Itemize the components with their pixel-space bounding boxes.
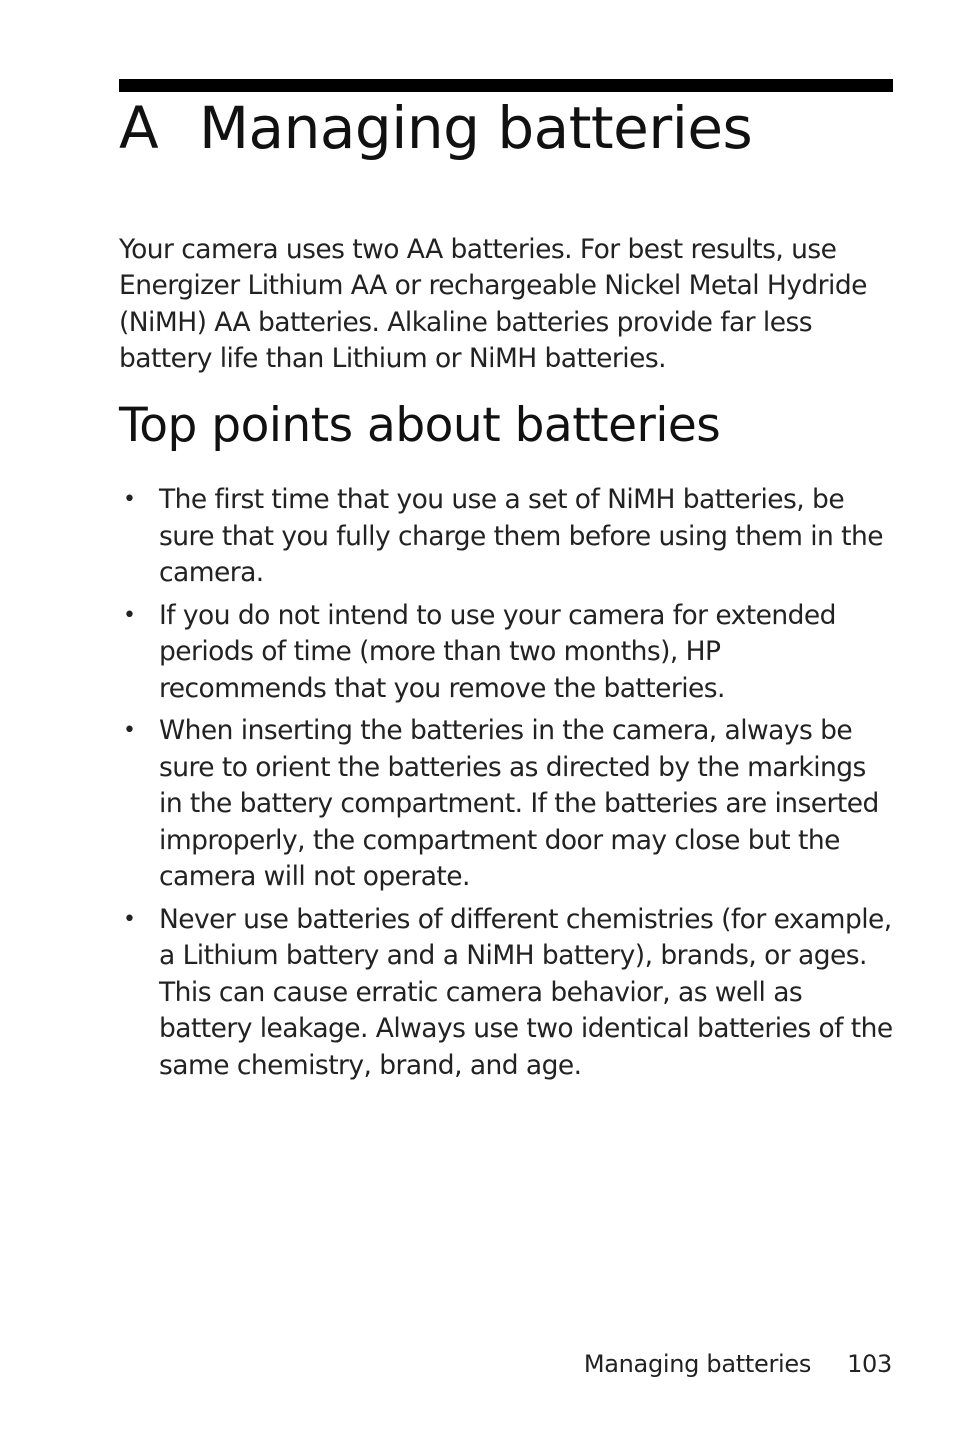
bullet-item: [119, 713, 893, 896]
bullet-icon: •: [123, 487, 136, 512]
bullet-text: If you do not intend to use your camera for extended periods of time (more than two months), HP recommends that you remove the batteries.: [159, 599, 836, 704]
bullet-icon: •: [123, 602, 136, 628]
chapter-title-text: Managing batteries: [199, 94, 753, 162]
bullet-icon: •: [123, 906, 136, 932]
bullet-list: [119, 482, 893, 1090]
chapter-letter: A: [119, 94, 159, 162]
section-title: Top points about batteries: [119, 398, 721, 453]
chapter-title: [119, 88, 752, 168]
bullet-item: [119, 902, 893, 1085]
bullet-text: The first time that you use a set of NiMH batteries, be sure that you fully charge them before using them in the camera.: [159, 484, 883, 588]
bullet-text: Never use batteries of different chemistries (for example, a Lithium battery and a NiMH battery), brands, or ages. This can cause erratic camera behavior, as well as battery leakage. Always use two identical batteries of the same chemistry, brand, and age.: [159, 903, 893, 1081]
bullet-item: [119, 598, 893, 708]
bullet-item: [119, 482, 893, 592]
running-title: Managing batteries: [583, 1350, 812, 1378]
intro-paragraph: Your camera uses two AA batteries. For best results, use Energizer Lithium AA or rechargeable Nickel Metal Hydride (NiMH) AA batteries. Alkaline batteries provide far less battery life than Lithium or NiMH batteries.: [119, 234, 867, 375]
page-footer: [584, 1346, 892, 1382]
bullet-icon: •: [123, 718, 136, 743]
page-number: 103: [847, 1350, 892, 1378]
bullet-text: When inserting the batteries in the camera, always be sure to orient the batteries as directed by the markings in the battery compartment. If the batteries are inserted improperly, the compartment door may close but the camera will not operate.: [159, 715, 879, 892]
